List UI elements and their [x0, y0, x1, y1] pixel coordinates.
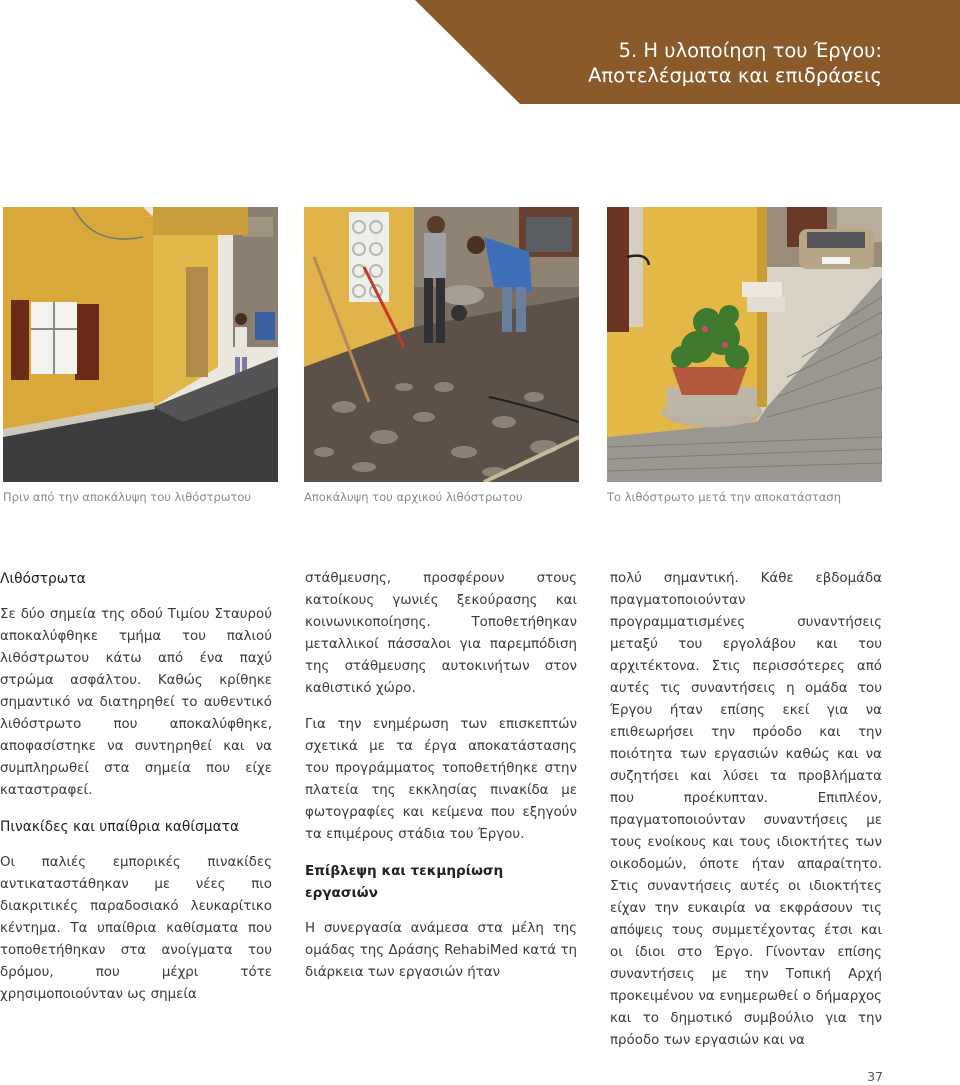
- heading-supervision: Επίβλεψη και τεκμηρίωση εργασιών: [305, 863, 504, 901]
- photo-before-street: [3, 207, 278, 482]
- paragraph-signs-benches: Οι παλιές εμπορικές πινακίδες αντικαταστάθηκαν με νέες πιο διακριτικές παραδοσιακό λευκαρίτικο κέντημα. Τα υπαίθρια καθίσματα που τοποθετήθηκαν στα ανοίγματα του δρόμου, που μέχρι τότε χρησιμοποιούνταν ως σημεία: [0, 855, 272, 1002]
- heading-signs-benches: Πινακίδες και υπαίθρια καθίσματα: [0, 819, 240, 835]
- paragraph-info-board: Για την ενημέρωση των επισκεπτών σχετικά με τα έργα αποκατάστασης του προγράμματος τοποθετήθηκε στην πλατεία της εκκλησίας πινακίδα με φωτογραφίες και κείμενα που εξηγούν τα επιμέρους στάδια του Έργου.: [305, 717, 577, 842]
- page-number: 37: [867, 1069, 883, 1084]
- section-title-line2: Αποτελέσματα και επιδράσεις: [588, 64, 882, 87]
- text-column-3: [610, 568, 882, 1066]
- paragraph-cobblestones: Σε δύο σημεία της οδού Τιμίου Σταυρού αποκαλύφθηκε τμήμα του παλιού λιθόστρωτου κάτω από ένα παχύ στρώμα ασφάλτου. Καθώς κρίθηκε σημαντικό να διατηρηθεί το αυθεντικό λιθόστρωτο που αποκαλύφθηκε, αποφασίστηκε να συντηρηθεί και να συμπληρωθεί στα σημεία που είχε καταστραφεί.: [0, 607, 272, 798]
- paragraph-meetings: πολύ σημαντική. Κάθε εβδομάδα πραγματοποιούνταν προγραμματισμένες συναντήσεις μεταξύ του εργολάβου και του αρχιτέκτονα. Στις περισσότερες από αυτές τις συναντήσεις η ομάδα του Έργου ήταν επίσης εκεί για να επιθεωρήσει την πρόοδο και την ποιότητα των εργασιών καθώς και να συζητήσει και λύσει τα προβλήματα που προέκυπταν. Επιπλέον, πραγματοποιούνταν συναντήσεις με τους ενοίκους και τους ιδιοκτήτες των οικοδομών, όποτε ήταν απαραίτητο. Στις συναντήσεις αυτές οι ιδιοκτήτες είχαν την ευκαιρία να εκφράσουν τις απόψεις τους συμμετέχοντας έτσι και οι ίδιοι στο Έργο. Γίνονταν επίσης συναντήσεις με την Τοπική Αρχή προκειμένου να ενημερωθεί ο δήμαρχος και το δημοτικό συμβούλιο για την πρόοδο των εργασιών και να: [610, 571, 882, 1048]
- photo-uncovering: [304, 207, 579, 482]
- paragraph-parking: στάθμευσης, προσφέρουν στους κατοίκους γωνιές ξεκούρασης και κοινωνικοποίησης. Τοποθετήθηκαν μεταλλικοί πάσσαλοι για παρεμπόδιση της στάθμευσης αυτοκινήτων στον καθιστικό χώρο.: [305, 571, 577, 696]
- section-title-line1: 5. Η υλοποίηση του Έργου:: [618, 39, 882, 62]
- text-column-2: [305, 568, 577, 998]
- paragraph-supervision: Η συνεργασία ανάμεσα στα μέλη της ομάδας της Δράσης RehabiMed κατά τη διάρκεια των εργασιών ήταν: [305, 921, 577, 980]
- header-banner: [0, 0, 960, 104]
- heading-cobblestones: Λιθόστρωτα: [0, 571, 86, 587]
- photo-caption-after: Το λιθόστρωτο μετά την αποκατάσταση: [607, 490, 841, 504]
- photo-after-restoration: [607, 207, 882, 482]
- photo-caption-before: Πριν από την αποκάλυψη του λιθόστρωτου: [3, 490, 252, 504]
- section-title: [588, 38, 882, 88]
- text-column-1: [0, 568, 272, 1020]
- photo-caption-uncovering: Αποκάλυψη του αρχικού λιθόστρωτου: [304, 490, 523, 504]
